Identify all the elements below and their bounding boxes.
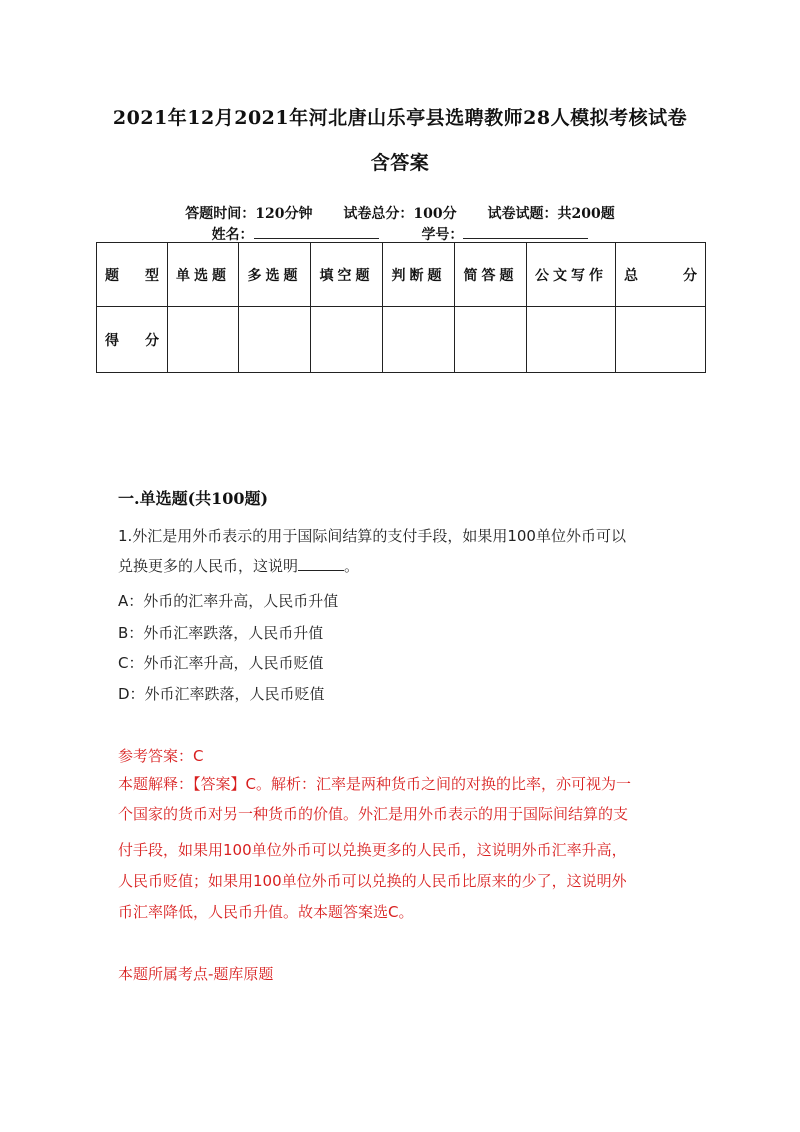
header-col-2: 多选题 bbox=[239, 243, 311, 307]
name-blank bbox=[254, 226, 379, 239]
header-col-4: 判断题 bbox=[383, 243, 455, 307]
section-title: 一.单选题(共100题) bbox=[118, 489, 269, 508]
header-type-cell: 题 型 bbox=[97, 243, 168, 307]
student-id-label: 学号： bbox=[421, 227, 464, 243]
explanation-line: 付手段，如果用100单位外币可以兑换更多的人民币，这说明外币汇率升高， bbox=[118, 841, 627, 859]
explanation-line: 币汇率降低，人民币升值。故本题答案选C。 bbox=[118, 903, 414, 921]
exam-meta-row bbox=[0, 203, 800, 223]
score-cell bbox=[455, 307, 527, 373]
option-a: A：外币的汇率升高，人民币升值 bbox=[118, 592, 339, 610]
explanation-line: 人民币贬值；如果用100单位外币可以兑换的人民币比原来的少了，这说明外 bbox=[118, 872, 627, 890]
score-label-cell: 得 分 bbox=[97, 307, 168, 373]
score-cell bbox=[527, 307, 616, 373]
score-cell bbox=[383, 307, 455, 373]
option-c: C：外币汇率升高，人民币贬值 bbox=[118, 654, 324, 672]
header-col-5: 简答题 bbox=[455, 243, 527, 307]
name-label: 姓名： bbox=[211, 227, 254, 243]
question-text-line2: 兑换更多的人民币，这说明 。 bbox=[118, 557, 360, 575]
explanation-line: 本题解释：【答案】C。解析：汇率是两种货币之间的对换的比率，亦可视为一 bbox=[118, 775, 631, 793]
exam-title-line1: 2021年12月2021年河北唐山乐亭县选聘教师28人模拟考核试卷 bbox=[112, 107, 688, 129]
question-text-line1: 1.外汇是用外币表示的用于国际间结算的支付手段，如果用100单位外币可以 bbox=[118, 527, 626, 545]
answer-blank bbox=[298, 558, 344, 571]
score-cell bbox=[168, 307, 239, 373]
exam-title-line2: 含答案 bbox=[370, 152, 430, 174]
exam-time: 答题时间：120分钟 bbox=[185, 206, 313, 222]
exam-total-score: 试卷总分：100分 bbox=[343, 206, 457, 222]
header-col-1: 单选题 bbox=[168, 243, 239, 307]
header-total-cell: 总 分 bbox=[616, 243, 706, 307]
student-id-blank bbox=[463, 226, 588, 239]
exam-question-count: 试卷试题：共200题 bbox=[487, 206, 615, 222]
score-table bbox=[96, 242, 706, 373]
score-cell bbox=[311, 307, 383, 373]
student-info-row bbox=[0, 224, 800, 244]
option-d: D：外币汇率跌落，人民币贬值 bbox=[118, 685, 325, 703]
explanation-line: 个国家的货币对另一种货币的价值。外汇是用外币表示的用于国际间结算的支 bbox=[118, 805, 629, 823]
score-table-header-row bbox=[97, 243, 706, 307]
score-cell bbox=[616, 307, 706, 373]
header-col-3: 填空题 bbox=[311, 243, 383, 307]
header-col-6: 公文写作 bbox=[527, 243, 616, 307]
question-source-tag: 本题所属考点-题库原题 bbox=[118, 965, 274, 983]
reference-answer: 参考答案：C bbox=[118, 747, 204, 765]
score-cell bbox=[239, 307, 311, 373]
score-table-score-row bbox=[97, 307, 706, 373]
option-b: B：外币汇率跌落，人民币升值 bbox=[118, 624, 324, 642]
